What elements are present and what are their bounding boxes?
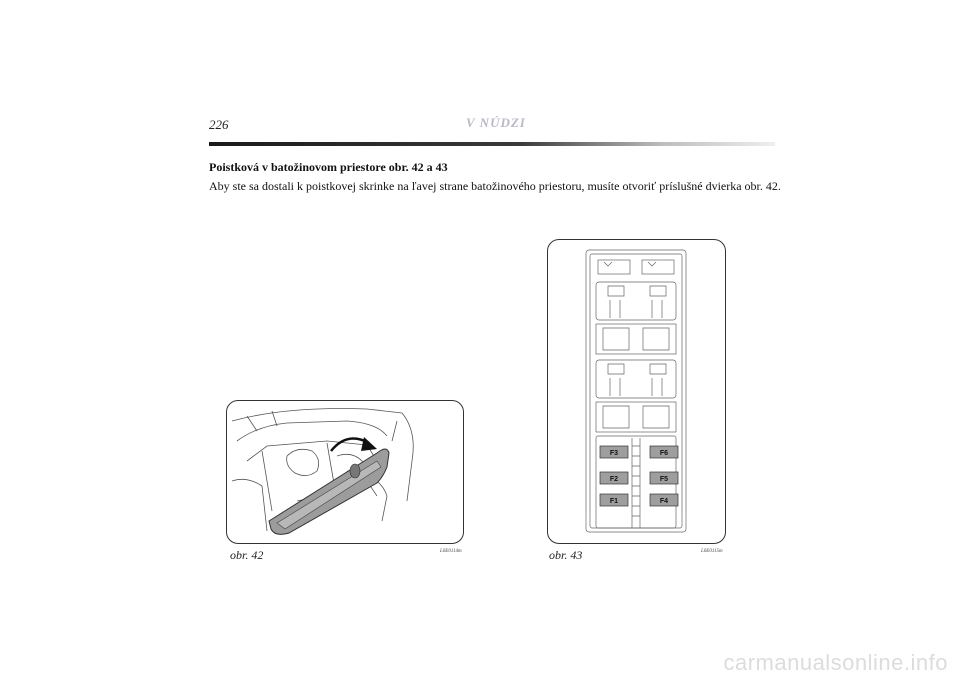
figure-fuse-box: [547, 239, 726, 544]
figure-trunk-door: [226, 400, 464, 544]
figure-43-code: L0E0115m: [701, 549, 723, 554]
paragraph: Aby ste sa dostali k poistkovej skrinke na ľavej strane batožinového priestoru, musíte otvoriť príslušné dvierka obr. 42.: [209, 179, 781, 193]
fuse-label-f6: F6: [659, 450, 669, 457]
header-rule: [209, 142, 775, 146]
fuse-label-f4: F4: [659, 498, 669, 505]
fuse-box-diagram: [548, 240, 725, 543]
fuse-label-f5: F5: [659, 476, 669, 483]
fuse-label-f3: F3: [609, 450, 619, 457]
watermark: carmanualsonline.info: [723, 650, 948, 675]
fuse-label-f1: F1: [609, 498, 619, 505]
figure-42-code: L0E0114m: [440, 549, 462, 554]
trunk-door-illustration: [227, 401, 463, 543]
heading: Poistková v batožinovom priestore obr. 42 a 43: [209, 160, 448, 174]
figure-42-caption: obr. 42: [230, 548, 264, 562]
page-number: 226: [209, 117, 229, 132]
section-title: V NÚDZI: [466, 115, 526, 130]
figure-43-caption: obr. 43: [549, 548, 583, 562]
fuse-label-f2: F2: [609, 476, 619, 483]
